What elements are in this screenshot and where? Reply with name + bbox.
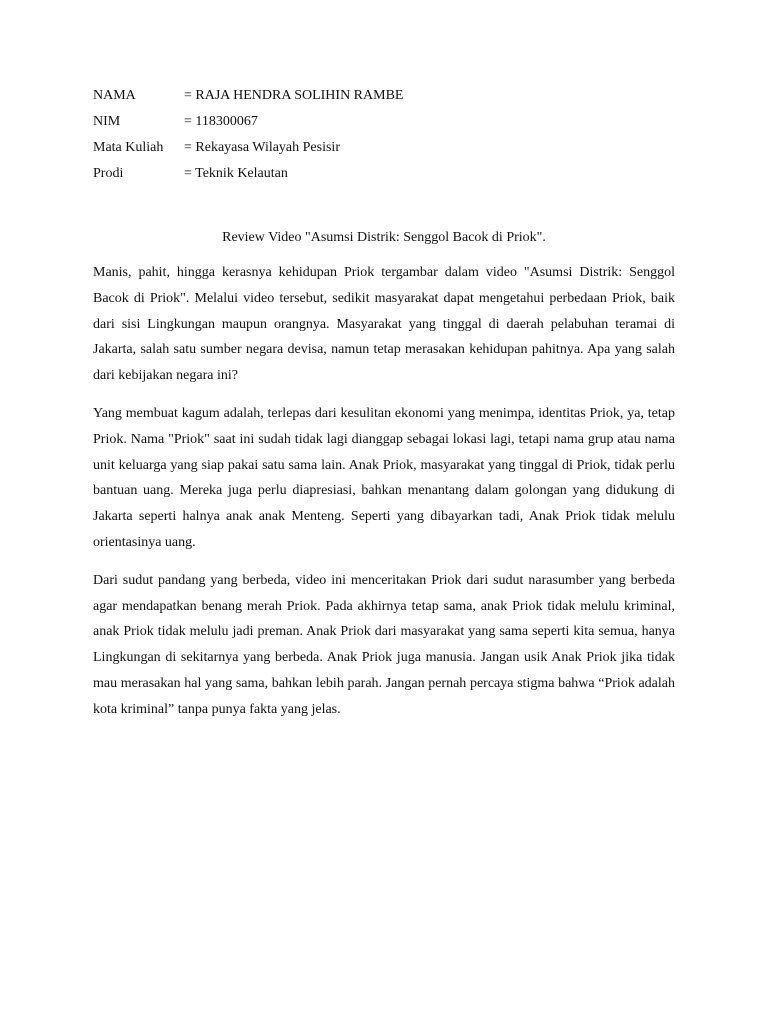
- info-label-nim: NIM: [93, 114, 121, 129]
- info-value-nama: = RAJA HENDRA SOLIHIN RAMBE: [184, 88, 404, 103]
- paragraph-1: Manis, pahit, hingga kerasnya kehidupan Priok tergambar dalam video "Asumsi Distrik: Senggol Bacok di Priok". Melalui video tersebut, sedikit masyarakat dapat mengetahui perbedaan Priok, baik dari sisi Lingkungan maupun orangnya. Masyarakat yang tinggal di daerah pelabuhan teramai di Jakarta, salah satu sumber negara devisa, namun tetap merasakan kehidupan pahitnya. Apa yang salah dari kebijakan negara ini?: [93, 265, 675, 384]
- info-value-mata-kuliah: = Rekayasa Wilayah Pesisir: [184, 140, 340, 155]
- student-info-block: [93, 85, 653, 189]
- info-row-nama: [93, 85, 653, 111]
- info-row-mata-kuliah: [93, 137, 653, 163]
- info-label-prodi: Prodi: [93, 166, 124, 181]
- paragraph-3: Dari sudut pandang yang berbeda, video ini menceritakan Priok dari sudut narasumber yang berbeda agar mendapatkan benang merah Priok. Pada akhirnya tetap sama, anak Priok tidak melulu kriminal, anak Priok tidak melulu jadi preman. Anak Priok dari masyarakat yang sama seperti kita semua, hanya Lingkungan di sekitarnya yang berbeda. Anak Priok juga manusia. Jangan usik Anak Priok jika tidak mau merasakan hal yang sama, bahkan lebih parah. Jangan pernah percaya stigma bahwa “Priok adalah kota kriminal” tanpa punya fakta yang jelas.: [93, 572, 675, 717]
- info-label-mata-kuliah: Mata Kuliah: [93, 140, 164, 155]
- info-row-prodi: [93, 163, 653, 189]
- info-label-nama: NAMA: [93, 88, 136, 103]
- document-body: [93, 260, 675, 735]
- info-row-nim: [93, 111, 653, 137]
- info-value-nim: = 118300067: [184, 114, 258, 129]
- document-title: Review Video "Asumsi Distrik: Senggol Bacok di Priok".: [222, 230, 546, 245]
- info-value-prodi: = Teknik Kelautan: [184, 166, 288, 181]
- paragraph-2: Yang membuat kagum adalah, terlepas dari kesulitan ekonomi yang menimpa, identitas Priok, ya, tetap Priok. Nama "Priok" saat ini sudah tidak lagi dianggap sebagai lokasi lagi, tetapi nama grup atau nama unit keluarga yang siap pakai satu sama lain. Anak Priok, masyarakat yang tinggal di Priok, tidak perlu bantuan uang. Mereka juga perlu diapresiasi, bahkan menantang dalam golongan yang didukung di Jakarta seperti halnya anak anak Menteng. Seperti yang dibayarkan tadi, Anak Priok tidak melulu orientasinya uang.: [93, 405, 675, 550]
